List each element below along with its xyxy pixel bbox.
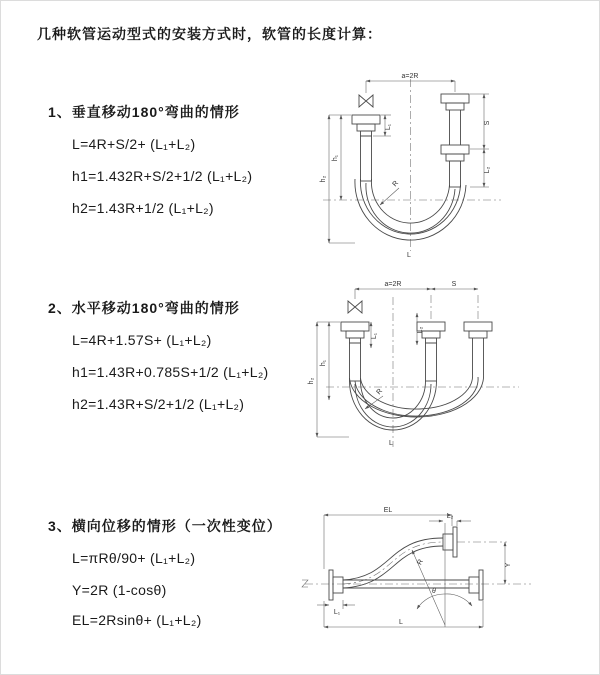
section-1-formula-h1: h1=1.432R+S/2+1/2 (L₁+L₂) xyxy=(72,168,253,184)
dim-h1 xyxy=(320,322,329,400)
dim-h2 xyxy=(320,115,355,243)
dim-top-span xyxy=(355,281,431,299)
swing-arc-left xyxy=(417,594,445,609)
radius-label: R xyxy=(375,387,385,397)
braided-hose-left xyxy=(350,343,361,381)
dim-label-a2r: a=2R xyxy=(401,73,419,80)
left-flange xyxy=(352,115,380,136)
swing-arc-right xyxy=(445,594,472,606)
section-3-formula-EL: EL=2Rsinθ+ (L₁+L₂) xyxy=(72,612,202,628)
section-1-heading: 1、垂直移动180°弯曲的情形 xyxy=(48,104,240,120)
dim-label-l2: L₂ xyxy=(484,166,491,174)
dim-label-s: S xyxy=(451,281,457,288)
braided-hose-middle xyxy=(426,343,437,381)
dim-l2 xyxy=(470,149,491,187)
section-3-formula-Y: Y=2R (1-cosθ) xyxy=(72,582,167,598)
braided-hose-left xyxy=(361,136,372,181)
diagram-lateral-displacement xyxy=(295,493,597,655)
length-label: L xyxy=(407,252,411,259)
page-title: 几种软管运动型式的安装方式时，软管的长度计算： xyxy=(37,26,382,42)
left-flange xyxy=(329,570,343,600)
dim-l1 xyxy=(317,600,355,616)
dim-h1 xyxy=(332,115,341,200)
section-2-formula-L: L=4R+1.57S+ (L₁+L₂) xyxy=(72,332,212,348)
dim-label-l1: L₁ xyxy=(385,123,392,131)
dim-s xyxy=(470,94,491,149)
dim-y xyxy=(505,542,512,584)
right-flange-top xyxy=(441,94,469,110)
section-1-formula-L: L=4R+S/2+ (L₁+L₂) xyxy=(72,136,196,152)
radius-leader xyxy=(380,180,400,205)
section-3-formula-L: L=πRθ/90+ (L₁+L₂) xyxy=(72,550,196,566)
diagram-vertical-180-bend xyxy=(303,65,541,265)
left-flange xyxy=(341,322,369,343)
dim-h2 xyxy=(308,322,349,437)
dim-label-h1: h₁ xyxy=(320,359,327,367)
dim-label-a2r: a=2R xyxy=(384,281,402,288)
dim-label-h1: h₁ xyxy=(332,154,339,162)
dim-l1 xyxy=(371,322,378,348)
right-flange-original xyxy=(469,570,483,600)
section-1-formula-h2: h2=1.43R+1/2 (L₁+L₂) xyxy=(72,200,214,216)
right-flange-bottom xyxy=(441,145,469,161)
diagram-horizontal-180-bend xyxy=(301,275,567,469)
dim-l2 xyxy=(417,313,424,345)
dim-label-s: S xyxy=(484,120,491,126)
dim-label-l1: L₁ xyxy=(371,332,378,340)
section-3-heading: 3、横向位移的情形（一次性变位） xyxy=(48,518,282,534)
radius-label: R xyxy=(391,179,401,189)
dim-label-h2: h₂ xyxy=(308,377,315,385)
dim-label-h2: h₂ xyxy=(320,175,327,183)
dim-label-l2: L₂ xyxy=(417,326,424,334)
valve-icon xyxy=(348,301,362,313)
decorative-mark xyxy=(302,580,308,587)
dim-label-y: Y xyxy=(505,562,512,568)
section-2-formula-h1: h1=1.43R+0.785S+1/2 (L₁+L₂) xyxy=(72,364,269,380)
dim-label-l: L xyxy=(399,619,403,626)
braided-hose-right xyxy=(450,161,461,187)
radius-label: R xyxy=(416,558,425,567)
section-2-formula-h2: h2=1.43R+S/2+1/2 (L₁+L₂) xyxy=(72,396,245,412)
dim-label-l1: L₁ xyxy=(333,609,341,616)
dim-label-el: EL xyxy=(383,507,393,514)
section-2-heading: 2、水平移动180°弯曲的情形 xyxy=(48,300,240,316)
dim-l1 xyxy=(373,115,392,136)
valve-icon xyxy=(359,95,373,107)
hose-s-curve xyxy=(343,538,443,588)
angle-label: θ xyxy=(432,588,436,595)
hose-u-bend-displaced xyxy=(350,374,484,417)
right-flange xyxy=(464,322,492,338)
length-label: L xyxy=(389,440,393,447)
dim-label-l2: L₂ xyxy=(446,513,454,520)
dim-travel xyxy=(431,281,478,289)
